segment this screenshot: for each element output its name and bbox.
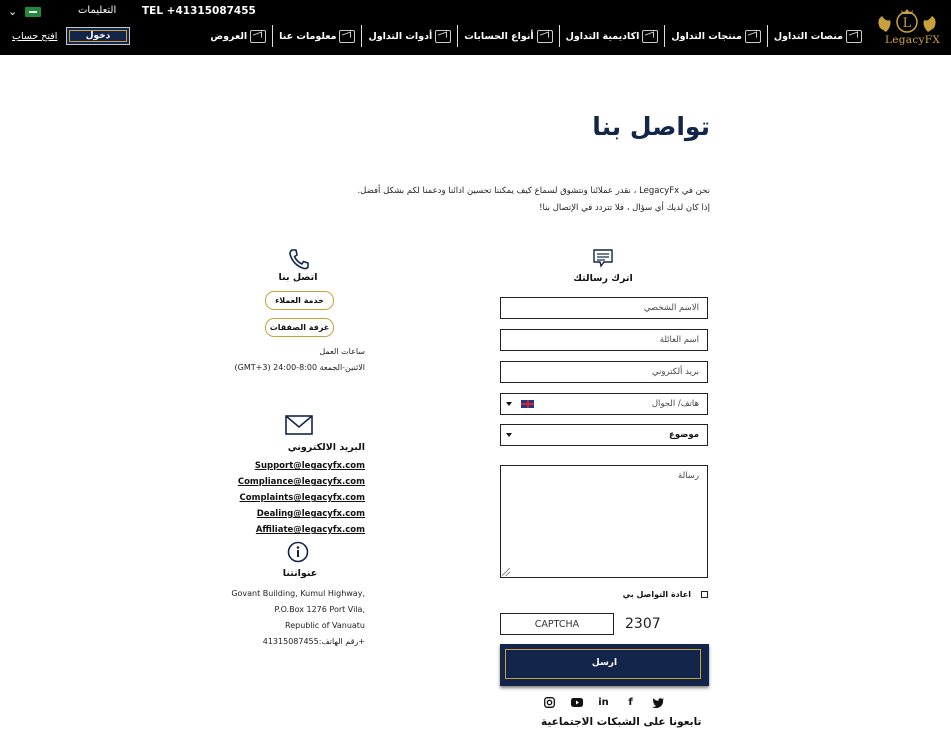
last-name-placeholder: اسم العائلة	[659, 335, 699, 345]
address-line: P.O.Box 1276 Port Vila,	[274, 605, 365, 614]
last-name-input[interactable]	[500, 329, 708, 351]
main-nav	[204, 24, 862, 48]
nav-label: أنواع الحسابات	[464, 30, 534, 42]
about-icon	[339, 30, 355, 43]
working-hours-value: الاثنين-الجمعة 8:00-24:00 (GMT+3)	[234, 363, 365, 372]
email-complaints-link[interactable]: Complaints@legacyfx.com	[239, 493, 365, 503]
email-input[interactable]	[500, 361, 708, 383]
subject-select[interactable]	[500, 424, 708, 446]
email-placeholder: بريد ألكتروني	[651, 367, 699, 377]
captcha-code: 2307	[625, 616, 661, 632]
linkedin-icon[interactable]: in	[598, 697, 609, 708]
products-icon	[745, 30, 761, 43]
first-name-placeholder: الاسم الشخصي	[643, 303, 699, 313]
contact-me-checkbox[interactable]	[701, 591, 708, 598]
nav-label: اكاديمية التداول	[565, 30, 640, 42]
info-icon	[287, 541, 309, 563]
resize-handle-icon[interactable]	[502, 568, 510, 576]
email-support-link[interactable]: Support@legacyfx.com	[254, 461, 365, 471]
caret-down-icon	[506, 433, 512, 437]
youtube-icon[interactable]	[570, 696, 583, 709]
top-navigation-bar	[0, 0, 951, 55]
contact-me-label: اعادة التواصل بي	[622, 590, 691, 599]
promotions-icon	[250, 30, 266, 43]
language-selector[interactable]	[8, 6, 41, 17]
address-line: Republic of Vanuatu	[285, 621, 365, 630]
captcha-input[interactable]	[500, 613, 614, 635]
message-textarea[interactable]	[500, 465, 708, 578]
instagram-icon[interactable]	[543, 696, 556, 709]
nav-account-types[interactable]	[457, 25, 558, 47]
address-phone: رقم الهاتف:41315087455+	[262, 637, 365, 646]
saudi-flag-icon	[25, 7, 41, 17]
email-affiliate-link[interactable]: Affiliate@legacyfx.com	[255, 525, 365, 535]
nav-label: أدوات التداول	[368, 30, 433, 42]
follow-us-text: تابعونا على الشبكات الاجتماعية	[541, 716, 702, 728]
captcha-placeholder: CAPTCHA	[534, 618, 580, 630]
email-compliance-link[interactable]: Compliance@legacyfx.com	[237, 477, 365, 487]
chevron-down-icon: ⌄	[8, 5, 18, 18]
first-name-input[interactable]	[500, 297, 708, 319]
tools-icon	[435, 30, 451, 43]
mail-icon	[285, 415, 313, 435]
dealing-room-button[interactable]	[265, 318, 334, 337]
nav-trading-platforms[interactable]	[767, 25, 862, 47]
page-title: تواصل بنا	[592, 112, 710, 141]
address-title: عنوانتنا	[282, 568, 318, 579]
form-title: اترك رسالتك	[573, 273, 633, 284]
logo-text: LegacyFX	[885, 34, 941, 46]
nav-promotions[interactable]	[204, 25, 272, 47]
twitter-icon[interactable]	[651, 696, 664, 709]
phone-number: TEL +41315087455	[142, 5, 256, 17]
email-dealing-link[interactable]: Dealing@legacyfx.com	[256, 509, 365, 519]
accounts-icon	[537, 30, 553, 43]
email-title: البريد الالكتروني	[287, 442, 365, 453]
uk-flag-icon[interactable]	[521, 400, 534, 408]
contact-me-checkbox-row[interactable]	[623, 590, 708, 599]
login-label: دخول	[85, 31, 111, 41]
intro-text-2: إذا كان لديك أي سؤال ، فلا تتردد في الإتصال بنا!	[539, 203, 710, 213]
phone-placeholder: هاتف/ الجوال	[651, 399, 699, 409]
nav-about-us[interactable]	[272, 25, 361, 47]
nav-trading-tools[interactable]	[361, 25, 457, 47]
message-placeholder: رسالة	[678, 471, 699, 481]
call-us-title: اتصل بنا	[278, 272, 318, 283]
social-links	[543, 696, 664, 709]
academy-icon	[642, 30, 658, 43]
customer-service-label: خدمة العملاء	[275, 296, 324, 305]
svg-text:L: L	[902, 16, 912, 31]
platforms-icon	[846, 30, 862, 43]
nav-trading-academy[interactable]	[559, 25, 665, 47]
send-button[interactable]	[500, 644, 709, 686]
nav-trading-products[interactable]	[664, 25, 767, 47]
send-label: ارسل	[591, 658, 618, 668]
caret-down-icon[interactable]	[506, 402, 512, 406]
nav-label: معلومات عنا	[279, 30, 337, 42]
address-line: Govant Building, Kumul Highway,	[231, 589, 365, 598]
working-hours-title: ساعات العمل	[319, 347, 365, 356]
phone-icon	[287, 248, 311, 270]
nav-label: منتجات التداول	[671, 30, 742, 42]
chat-message-icon	[592, 248, 614, 268]
dealing-room-label: غرفة الصفقات	[269, 323, 330, 332]
phone-input[interactable]	[500, 393, 708, 415]
open-account-link[interactable]: افتح حساب	[12, 31, 58, 42]
subject-value: موضوع	[669, 430, 699, 440]
login-button[interactable]	[66, 27, 130, 45]
tutorials-link[interactable]: التعليمات	[78, 5, 117, 16]
intro-text: نحن في LegacyFx ، نقدر عملائنا ونتشوق لسماع كيف يمكننا تحسين ادائنا ودعمنا لكم بشكل أفضل.	[357, 186, 710, 196]
customer-service-button[interactable]	[265, 291, 334, 310]
nav-label: منصات التداول	[773, 30, 843, 42]
facebook-icon[interactable]: f	[628, 697, 633, 708]
nav-label: العروض	[210, 30, 248, 42]
